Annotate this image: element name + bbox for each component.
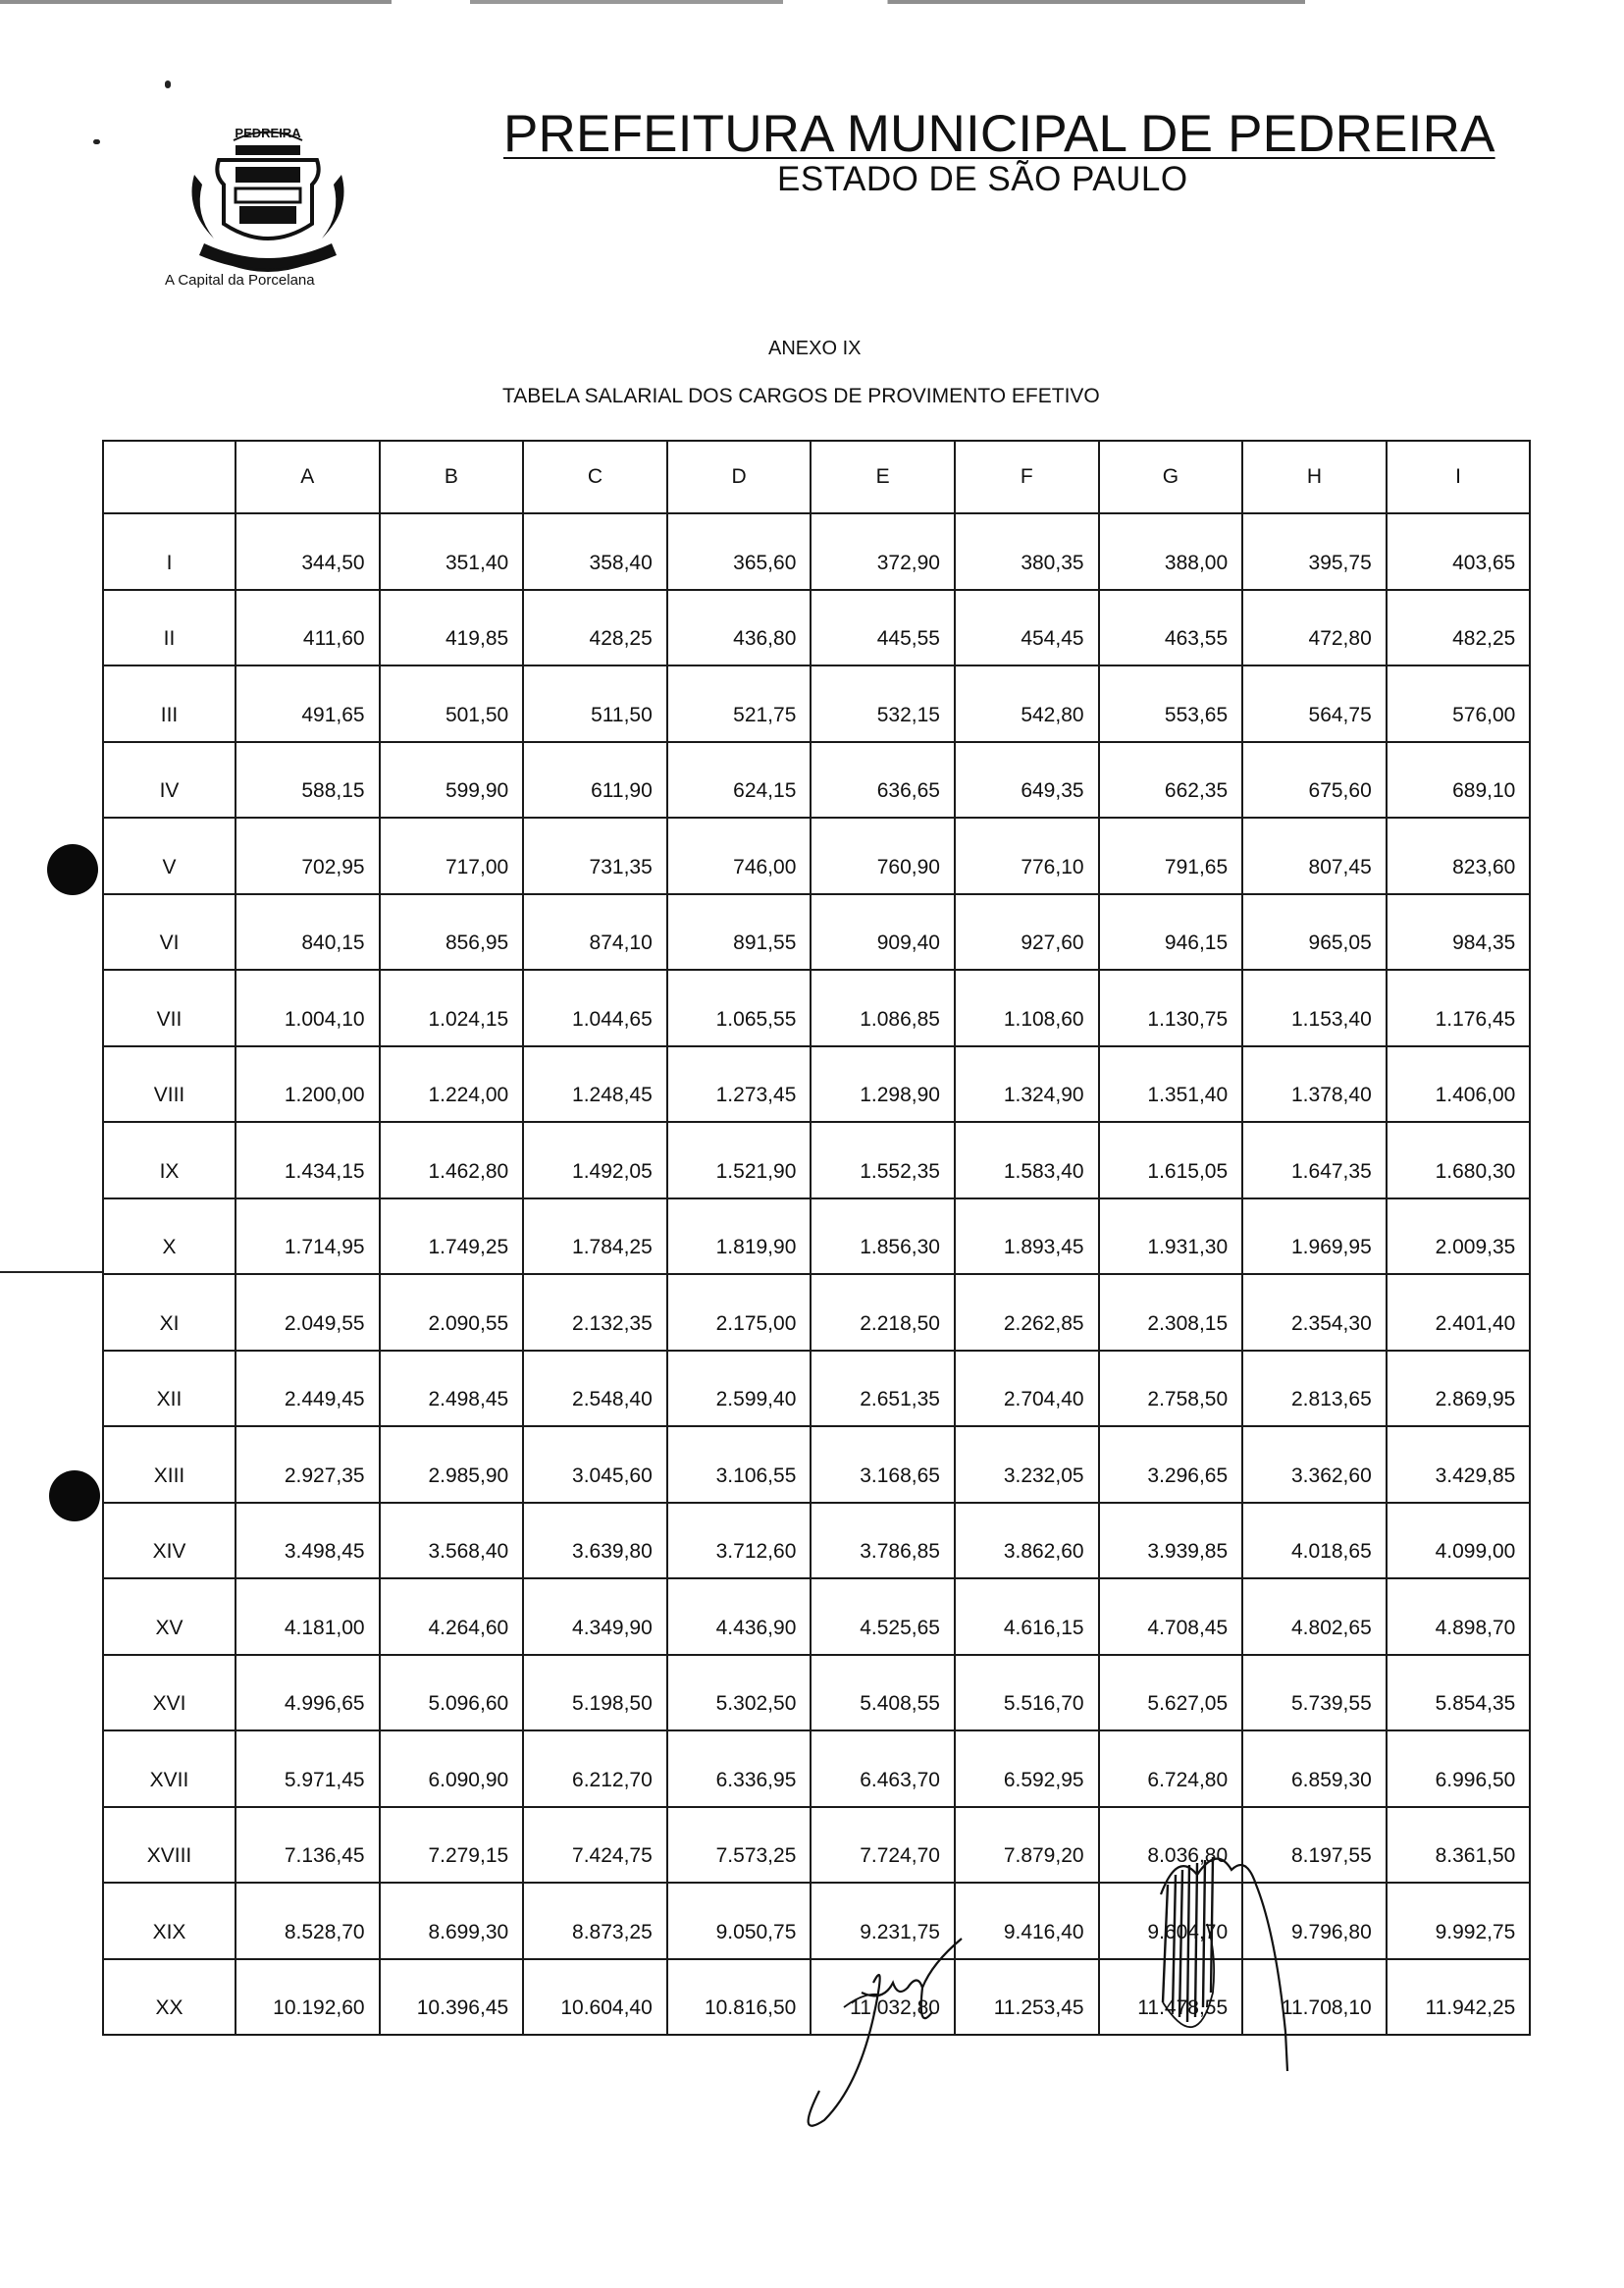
salary-cell: 760,90: [811, 818, 955, 894]
salary-cell: 11.708,10: [1242, 1959, 1387, 2036]
salary-cell: 588,15: [236, 742, 380, 819]
column-header-g: G: [1099, 441, 1243, 513]
salary-cell: 6.724,80: [1099, 1730, 1243, 1807]
salary-cell: 1.492,05: [523, 1122, 667, 1198]
table-row: [103, 1655, 1530, 1731]
salary-cell: 9.050,75: [667, 1883, 812, 1959]
svg-text:PEDREIRA: PEDREIRA: [235, 126, 301, 140]
table-row: [103, 818, 1530, 894]
salary-cell: 576,00: [1387, 665, 1531, 742]
salary-cell: 1.065,55: [667, 970, 812, 1046]
salary-cell: 3.639,80: [523, 1503, 667, 1579]
table-row: [103, 665, 1530, 742]
table-row: [103, 1503, 1530, 1579]
salary-cell: 891,55: [667, 894, 812, 971]
salary-cell: 2.599,40: [667, 1351, 812, 1427]
salary-cell: 2.175,00: [667, 1274, 812, 1351]
salary-cell: 946,15: [1099, 894, 1243, 971]
table-row: [103, 970, 1530, 1046]
salary-cell: 1.273,45: [667, 1046, 812, 1123]
salary-cell: 1.680,30: [1387, 1122, 1531, 1198]
salary-cell: 395,75: [1242, 513, 1387, 590]
salary-cell: 1.434,15: [236, 1122, 380, 1198]
salary-cell: 7.136,45: [236, 1807, 380, 1884]
salary-cell: 532,15: [811, 665, 955, 742]
column-header-e: E: [811, 441, 955, 513]
salary-cell: 9.231,75: [811, 1883, 955, 1959]
scan-dot: [93, 139, 100, 144]
table-title: TABELA SALARIAL DOS CARGOS DE PROVIMENTO EFETIVO: [502, 385, 1100, 407]
salary-cell: 1.931,30: [1099, 1198, 1243, 1275]
page-title: PREFEITURA MUNICIPAL DE PEDREIRA: [503, 105, 1495, 163]
salary-cell: 7.573,25: [667, 1807, 812, 1884]
scan-noise-top: [0, 0, 1305, 4]
salary-cell: 372,90: [811, 513, 955, 590]
salary-cell: 6.592,95: [955, 1730, 1099, 1807]
salary-cell: 1.224,00: [380, 1046, 524, 1123]
municipal-seal-logo: [175, 116, 361, 293]
salary-cell: 6.336,95: [667, 1730, 812, 1807]
salary-cell: 5.096,60: [380, 1655, 524, 1731]
salary-cell: 2.049,55: [236, 1274, 380, 1351]
table-row: [103, 1198, 1530, 1275]
salary-cell: 1.200,00: [236, 1046, 380, 1123]
salary-cell: 2.009,35: [1387, 1198, 1531, 1275]
salary-cell: 5.302,50: [667, 1655, 812, 1731]
salary-cell: 2.548,40: [523, 1351, 667, 1427]
salary-cell: 4.708,45: [1099, 1578, 1243, 1655]
salary-cell: 2.704,40: [955, 1351, 1099, 1427]
salary-cell: 8.036,80: [1099, 1807, 1243, 1884]
salary-cell: 3.232,05: [955, 1426, 1099, 1503]
salary-cell: 11.032,80: [811, 1959, 955, 2036]
salary-cell: 7.279,15: [380, 1807, 524, 1884]
table-row: [103, 1122, 1530, 1198]
salary-cell: 1.552,35: [811, 1122, 955, 1198]
salary-cell: 3.498,45: [236, 1503, 380, 1579]
salary-cell: 11.478,55: [1099, 1959, 1243, 2036]
salary-cell: 9.796,80: [1242, 1883, 1387, 1959]
salary-cell: 1.615,05: [1099, 1122, 1243, 1198]
salary-cell: 1.462,80: [380, 1122, 524, 1198]
salary-cell: 7.724,70: [811, 1807, 955, 1884]
salary-cell: 9.416,40: [955, 1883, 1099, 1959]
salary-cell: 10.396,45: [380, 1959, 524, 2036]
salary-cell: 6.996,50: [1387, 1730, 1531, 1807]
salary-cell: 1.583,40: [955, 1122, 1099, 1198]
table-row: [103, 742, 1530, 819]
column-header-c: C: [523, 441, 667, 513]
salary-cell: 4.616,15: [955, 1578, 1099, 1655]
salary-cell: 472,80: [1242, 590, 1387, 666]
salary-cell: 689,10: [1387, 742, 1531, 819]
salary-table: [102, 440, 1531, 2036]
salary-cell: 2.927,35: [236, 1426, 380, 1503]
row-level-label: I: [103, 513, 236, 590]
salary-cell: 1.714,95: [236, 1198, 380, 1275]
salary-cell: 4.436,90: [667, 1578, 812, 1655]
salary-cell: 3.429,85: [1387, 1426, 1531, 1503]
column-header-f: F: [955, 441, 1099, 513]
salary-cell: 7.879,20: [955, 1807, 1099, 1884]
salary-cell: 2.354,30: [1242, 1274, 1387, 1351]
column-header-h: H: [1242, 441, 1387, 513]
salary-cell: 4.802,65: [1242, 1578, 1387, 1655]
row-level-label: XVI: [103, 1655, 236, 1731]
salary-cell: 542,80: [955, 665, 1099, 742]
salary-cell: 746,00: [667, 818, 812, 894]
salary-cell: 511,50: [523, 665, 667, 742]
salary-cell: 2.985,90: [380, 1426, 524, 1503]
salary-cell: 10.192,60: [236, 1959, 380, 2036]
row-level-label: XIV: [103, 1503, 236, 1579]
salary-cell: 8.528,70: [236, 1883, 380, 1959]
table-body: [103, 513, 1530, 2035]
salary-cell: 874,10: [523, 894, 667, 971]
salary-cell: 403,65: [1387, 513, 1531, 590]
salary-cell: 3.168,65: [811, 1426, 955, 1503]
salary-cell: 1.893,45: [955, 1198, 1099, 1275]
salary-cell: 10.816,50: [667, 1959, 812, 2036]
table-row: [103, 590, 1530, 666]
salary-cell: 8.197,55: [1242, 1807, 1387, 1884]
row-level-label: VIII: [103, 1046, 236, 1123]
salary-cell: 1.086,85: [811, 970, 955, 1046]
salary-cell: 2.449,45: [236, 1351, 380, 1427]
table-row: [103, 1351, 1530, 1427]
row-level-label: III: [103, 665, 236, 742]
salary-cell: 4.525,65: [811, 1578, 955, 1655]
salary-cell: 1.749,25: [380, 1198, 524, 1275]
salary-cell: 2.813,65: [1242, 1351, 1387, 1427]
table-row: [103, 1578, 1530, 1655]
salary-cell: 380,35: [955, 513, 1099, 590]
salary-cell: 5.198,50: [523, 1655, 667, 1731]
salary-cell: 8.873,25: [523, 1883, 667, 1959]
salary-cell: 4.349,90: [523, 1578, 667, 1655]
salary-cell: 5.627,05: [1099, 1655, 1243, 1731]
salary-cell: 11.942,25: [1387, 1959, 1531, 2036]
salary-cell: 1.784,25: [523, 1198, 667, 1275]
salary-cell: 358,40: [523, 513, 667, 590]
scan-dot: [165, 80, 171, 88]
salary-cell: 636,65: [811, 742, 955, 819]
table-row: [103, 1046, 1530, 1123]
salary-cell: 463,55: [1099, 590, 1243, 666]
salary-cell: 2.401,40: [1387, 1274, 1531, 1351]
salary-cell: 649,35: [955, 742, 1099, 819]
salary-cell: 9.992,75: [1387, 1883, 1531, 1959]
salary-cell: 2.308,15: [1099, 1274, 1243, 1351]
salary-cell: 411,60: [236, 590, 380, 666]
row-level-label: XVIII: [103, 1807, 236, 1884]
salary-cell: 10.604,40: [523, 1959, 667, 2036]
salary-cell: 2.090,55: [380, 1274, 524, 1351]
salary-cell: 1.969,95: [1242, 1198, 1387, 1275]
salary-cell: 3.786,85: [811, 1503, 955, 1579]
table-row: [103, 1274, 1530, 1351]
salary-cell: 9.604,70: [1099, 1883, 1243, 1959]
salary-cell: 6.090,90: [380, 1730, 524, 1807]
salary-cell: 2.132,35: [523, 1274, 667, 1351]
salary-cell: 1.153,40: [1242, 970, 1387, 1046]
column-header-b: B: [380, 441, 524, 513]
row-level-label: XIII: [103, 1426, 236, 1503]
table-row: [103, 513, 1530, 590]
salary-cell: 351,40: [380, 513, 524, 590]
salary-cell: 553,65: [1099, 665, 1243, 742]
salary-cell: 4.018,65: [1242, 1503, 1387, 1579]
salary-cell: 1.044,65: [523, 970, 667, 1046]
salary-cell: 7.424,75: [523, 1807, 667, 1884]
salary-cell: 482,25: [1387, 590, 1531, 666]
salary-cell: 1.298,90: [811, 1046, 955, 1123]
row-level-label: V: [103, 818, 236, 894]
salary-cell: 1.647,35: [1242, 1122, 1387, 1198]
salary-cell: 11.253,45: [955, 1959, 1099, 2036]
salary-cell: 1.819,90: [667, 1198, 812, 1275]
salary-cell: 436,80: [667, 590, 812, 666]
seal-caption: A Capital da Porcelana: [165, 272, 315, 289]
salary-cell: 675,60: [1242, 742, 1387, 819]
row-level-label: XIX: [103, 1883, 236, 1959]
salary-cell: 4.996,65: [236, 1655, 380, 1731]
salary-cell: 611,90: [523, 742, 667, 819]
page-subtitle: ESTADO DE SÃO PAULO: [777, 160, 1188, 198]
salary-cell: 5.516,70: [955, 1655, 1099, 1731]
salary-cell: 454,45: [955, 590, 1099, 666]
row-level-label: XX: [103, 1959, 236, 2036]
salary-cell: 3.862,60: [955, 1503, 1099, 1579]
salary-cell: 344,50: [236, 513, 380, 590]
row-level-label: XI: [103, 1274, 236, 1351]
salary-cell: 4.898,70: [1387, 1578, 1531, 1655]
salary-cell: 3.106,55: [667, 1426, 812, 1503]
row-level-label: IX: [103, 1122, 236, 1198]
salary-cell: 428,25: [523, 590, 667, 666]
fold-line-mark: [0, 1271, 104, 1273]
salary-cell: 909,40: [811, 894, 955, 971]
salary-cell: 4.181,00: [236, 1578, 380, 1655]
salary-cell: 2.218,50: [811, 1274, 955, 1351]
salary-cell: 419,85: [380, 590, 524, 666]
table-row: [103, 1730, 1530, 1807]
punch-hole-mark: [47, 844, 98, 895]
salary-cell: 491,65: [236, 665, 380, 742]
salary-cell: 1.378,40: [1242, 1046, 1387, 1123]
salary-cell: 5.739,55: [1242, 1655, 1387, 1731]
salary-cell: 3.362,60: [1242, 1426, 1387, 1503]
column-header-d: D: [667, 441, 812, 513]
column-header-i: I: [1387, 441, 1531, 513]
salary-cell: 1.856,30: [811, 1198, 955, 1275]
salary-cell: 8.361,50: [1387, 1807, 1531, 1884]
table-corner-cell: [103, 441, 236, 513]
salary-cell: 501,50: [380, 665, 524, 742]
table-header-row: [103, 441, 1530, 513]
row-level-label: XV: [103, 1578, 236, 1655]
salary-cell: 3.939,85: [1099, 1503, 1243, 1579]
salary-cell: 965,05: [1242, 894, 1387, 971]
salary-cell: 3.712,60: [667, 1503, 812, 1579]
salary-cell: 5.854,35: [1387, 1655, 1531, 1731]
salary-cell: 927,60: [955, 894, 1099, 971]
row-level-label: XVII: [103, 1730, 236, 1807]
salary-cell: 599,90: [380, 742, 524, 819]
salary-cell: 6.859,30: [1242, 1730, 1387, 1807]
salary-cell: 1.248,45: [523, 1046, 667, 1123]
signatures-handwritten: [785, 1845, 1374, 2169]
salary-cell: 1.324,90: [955, 1046, 1099, 1123]
salary-cell: 717,00: [380, 818, 524, 894]
salary-cell: 791,65: [1099, 818, 1243, 894]
table-row: [103, 894, 1530, 971]
salary-cell: 445,55: [811, 590, 955, 666]
salary-cell: 5.971,45: [236, 1730, 380, 1807]
salary-cell: 388,00: [1099, 513, 1243, 590]
salary-cell: 624,15: [667, 742, 812, 819]
salary-cell: 776,10: [955, 818, 1099, 894]
salary-cell: 1.130,75: [1099, 970, 1243, 1046]
salary-cell: 3.568,40: [380, 1503, 524, 1579]
salary-cell: 856,95: [380, 894, 524, 971]
row-level-label: II: [103, 590, 236, 666]
row-level-label: VI: [103, 894, 236, 971]
salary-cell: 2.651,35: [811, 1351, 955, 1427]
salary-cell: 840,15: [236, 894, 380, 971]
salary-cell: 1.521,90: [667, 1122, 812, 1198]
salary-cell: 5.408,55: [811, 1655, 955, 1731]
salary-cell: 1.108,60: [955, 970, 1099, 1046]
salary-cell: 6.212,70: [523, 1730, 667, 1807]
punch-hole-mark: [49, 1470, 100, 1521]
salary-cell: 1.024,15: [380, 970, 524, 1046]
salary-cell: 1.004,10: [236, 970, 380, 1046]
row-level-label: XII: [103, 1351, 236, 1427]
salary-cell: 1.351,40: [1099, 1046, 1243, 1123]
salary-cell: 521,75: [667, 665, 812, 742]
table-row: [103, 1426, 1530, 1503]
salary-cell: 2.498,45: [380, 1351, 524, 1427]
salary-cell: 1.176,45: [1387, 970, 1531, 1046]
column-header-a: A: [236, 441, 380, 513]
salary-cell: 4.099,00: [1387, 1503, 1531, 1579]
salary-cell: 662,35: [1099, 742, 1243, 819]
salary-cell: 702,95: [236, 818, 380, 894]
annex-label: ANEXO IX: [768, 338, 862, 359]
salary-cell: 6.463,70: [811, 1730, 955, 1807]
salary-cell: 984,35: [1387, 894, 1531, 971]
salary-cell: 4.264,60: [380, 1578, 524, 1655]
row-level-label: X: [103, 1198, 236, 1275]
salary-cell: 3.045,60: [523, 1426, 667, 1503]
salary-cell: 2.869,95: [1387, 1351, 1531, 1427]
salary-cell: 564,75: [1242, 665, 1387, 742]
salary-cell: 2.262,85: [955, 1274, 1099, 1351]
salary-cell: 3.296,65: [1099, 1426, 1243, 1503]
row-level-label: VII: [103, 970, 236, 1046]
salary-cell: 8.699,30: [380, 1883, 524, 1959]
salary-cell: 1.406,00: [1387, 1046, 1531, 1123]
salary-cell: 823,60: [1387, 818, 1531, 894]
salary-cell: 731,35: [523, 818, 667, 894]
salary-cell: 365,60: [667, 513, 812, 590]
salary-cell: 807,45: [1242, 818, 1387, 894]
row-level-label: IV: [103, 742, 236, 819]
salary-cell: 2.758,50: [1099, 1351, 1243, 1427]
